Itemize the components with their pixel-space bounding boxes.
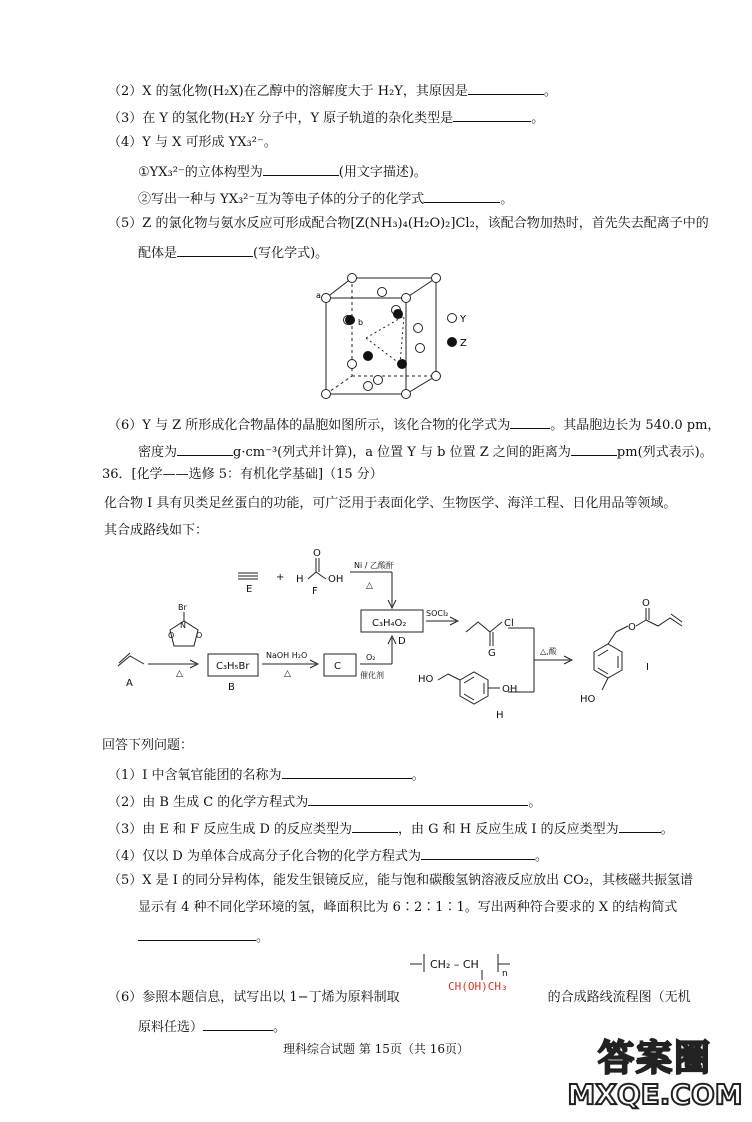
answer-lead: 回答下列问题： bbox=[102, 738, 194, 753]
cond-naoh: NaOH H₂O bbox=[266, 651, 308, 660]
cond-ni: Ni / 乙酸酐 bbox=[354, 561, 394, 570]
q35-part3: （3）在 Y 的氢化物(H₂Y 分子中，Y 原子轨道的杂化类型是 。 bbox=[108, 107, 544, 128]
q36-part5: （5）X 是 I 的同分异构体，能发生银镜反应，能与饱和碳酸氢钠溶液反应放出 CO₂，其核磁共振氢谱 bbox=[108, 873, 694, 888]
watermark-logo bbox=[566, 1026, 744, 1116]
cond-o2: O₂ bbox=[366, 653, 376, 662]
crystal-label-b: b bbox=[358, 318, 364, 327]
plus-sign: + bbox=[276, 572, 285, 583]
polymer-n: n bbox=[502, 969, 508, 979]
atom-H: H bbox=[296, 574, 304, 585]
q36-part6b: 原料任选） 。 bbox=[138, 1016, 286, 1037]
heat-symbol: △ bbox=[176, 669, 183, 679]
answer-blank[interactable] bbox=[308, 791, 528, 806]
answer-blank[interactable] bbox=[177, 441, 233, 456]
atom-O: O bbox=[313, 548, 321, 559]
cond-socl2: SOCl₂ bbox=[426, 609, 449, 618]
label-B: B bbox=[228, 682, 235, 693]
q36-part5c: 。 bbox=[138, 926, 269, 947]
q35-part4a: ①YX₃²⁻的立体构型为 (用文字描述)。 bbox=[138, 161, 427, 182]
answer-blank[interactable] bbox=[510, 414, 550, 429]
heat-symbol: △ bbox=[366, 581, 373, 591]
label-C: C bbox=[334, 661, 341, 672]
q36-part2: （2）由 B 生成 C 的化学方程式为 。 bbox=[108, 791, 541, 812]
formula-B: C₃H₅Br bbox=[216, 661, 250, 672]
atom-N: N bbox=[180, 621, 186, 630]
q35-part5: （5）Z 的氯化物与氨水反应可形成配合物[Z(NH₃)₄(H₂O)₂]Cl₂，该配合物加热时，首先失去配离子中的 bbox=[108, 216, 709, 231]
answer-blank[interactable] bbox=[138, 926, 256, 941]
q36-part3: （3）由 E 和 F 反应生成 D 的反应类型为 ，由 G 和 H 反应生成 I 的反应类型为 。 bbox=[108, 818, 674, 839]
q35-part5b: 配体是 (写化学式)。 bbox=[138, 242, 328, 263]
atom-O-carbonyl: O bbox=[642, 598, 650, 609]
answer-blank[interactable] bbox=[352, 818, 398, 833]
atom-HO-i: HO bbox=[580, 694, 596, 705]
label-E: E bbox=[246, 584, 253, 595]
label-F: F bbox=[312, 586, 318, 597]
polymer-substituent: CH(OH)CH₃ bbox=[448, 980, 508, 993]
q35-part6: （6）Y 与 Z 所形成化合物晶体的晶胞如图所示，该化合物的化学式为 。其晶胞边长为 540.0 pm， bbox=[108, 414, 720, 435]
synthesis-scheme bbox=[110, 546, 740, 734]
answer-blank[interactable] bbox=[203, 1016, 273, 1031]
atom-O-left: O bbox=[168, 631, 175, 640]
page-footer: 理科综合试题 第 15页（共 16页） bbox=[283, 1042, 469, 1056]
answer-blank[interactable] bbox=[177, 242, 253, 257]
label-I: I bbox=[646, 662, 649, 673]
answer-blank[interactable] bbox=[282, 764, 412, 779]
q36-part6: （6）参照本题信息，试写出以 1−丁烯为原料制取 的合成路线流程图（无机 bbox=[108, 990, 691, 1005]
atom-HO: HO bbox=[418, 674, 434, 685]
q36-intro: 化合物 I 具有贝类足丝蛋白的功能，可广泛用于表面化学、生物医学、海洋工程、日化用品等领域。 bbox=[104, 496, 677, 511]
q36-header: 36．[化学——选修 5：有机化学基础]（15 分） bbox=[102, 467, 383, 482]
q35-part4b: ②写出一种与 YX₃²⁻互为等电子体的分子的化学式 。 bbox=[138, 188, 513, 209]
q35-part6b: 密度为 g·cm⁻³(列式并计算)，a 位置 Y 与 b 位置 Z 之间的距离为 pm(列式表示)。 bbox=[138, 441, 713, 462]
heat-symbol: △ bbox=[284, 669, 291, 679]
answer-blank[interactable] bbox=[619, 818, 661, 833]
label-H: H bbox=[496, 710, 504, 721]
crystal-label-a: a bbox=[316, 291, 321, 300]
watermark-top: 答案圈 bbox=[597, 1038, 712, 1079]
q36-part1: （1）I 中含氧官能团的名称为 。 bbox=[108, 764, 425, 785]
answer-blank[interactable] bbox=[263, 161, 339, 176]
atom-O-right: O bbox=[196, 631, 203, 640]
watermark-bottom: MXQE.COM bbox=[567, 1078, 743, 1111]
q36-intro2: 其合成路线如下： bbox=[104, 523, 209, 538]
answer-blank[interactable] bbox=[424, 188, 500, 203]
cond-acid: △,酸 bbox=[540, 647, 557, 656]
formula-D: C₃H₄O₂ bbox=[372, 618, 407, 629]
crystal-cell-diagram bbox=[312, 268, 482, 408]
atom-Br: Br bbox=[178, 603, 187, 612]
legend-z: Z bbox=[460, 338, 467, 349]
atom-OH-h: OH bbox=[502, 684, 518, 695]
cond-catalyst: 催化剂 bbox=[360, 671, 384, 680]
answer-blank[interactable] bbox=[571, 441, 617, 456]
answer-blank[interactable] bbox=[468, 80, 544, 95]
answer-blank[interactable] bbox=[421, 845, 535, 860]
q35-part2: （2）X 的氢化物(H₂X)在乙醇中的溶解度大于 H₂Y，其原因是 。 bbox=[108, 80, 557, 101]
label-D: D bbox=[398, 636, 406, 647]
atom-O-ester: O bbox=[628, 622, 636, 633]
label-A: A bbox=[126, 678, 133, 689]
answer-blank[interactable] bbox=[453, 107, 531, 122]
atom-OH: OH bbox=[328, 574, 344, 585]
label-G: G bbox=[488, 648, 496, 659]
q36-part4: （4）仅以 D 为单体合成高分子化合物的化学方程式为 。 bbox=[108, 845, 548, 866]
q35-part4: （4）Y 与 X 可形成 YX₃²⁻。 bbox=[108, 135, 277, 150]
atom-Cl: Cl bbox=[504, 618, 514, 629]
legend-y: Y bbox=[460, 314, 467, 325]
q36-part5b: 显示有 4 种不同化学环境的氢，峰面积比为 6∶2∶1∶1。写出两种符合要求的 X 的结构简式 bbox=[138, 900, 678, 915]
polymer-chain: CH₂ – CH bbox=[430, 958, 479, 971]
